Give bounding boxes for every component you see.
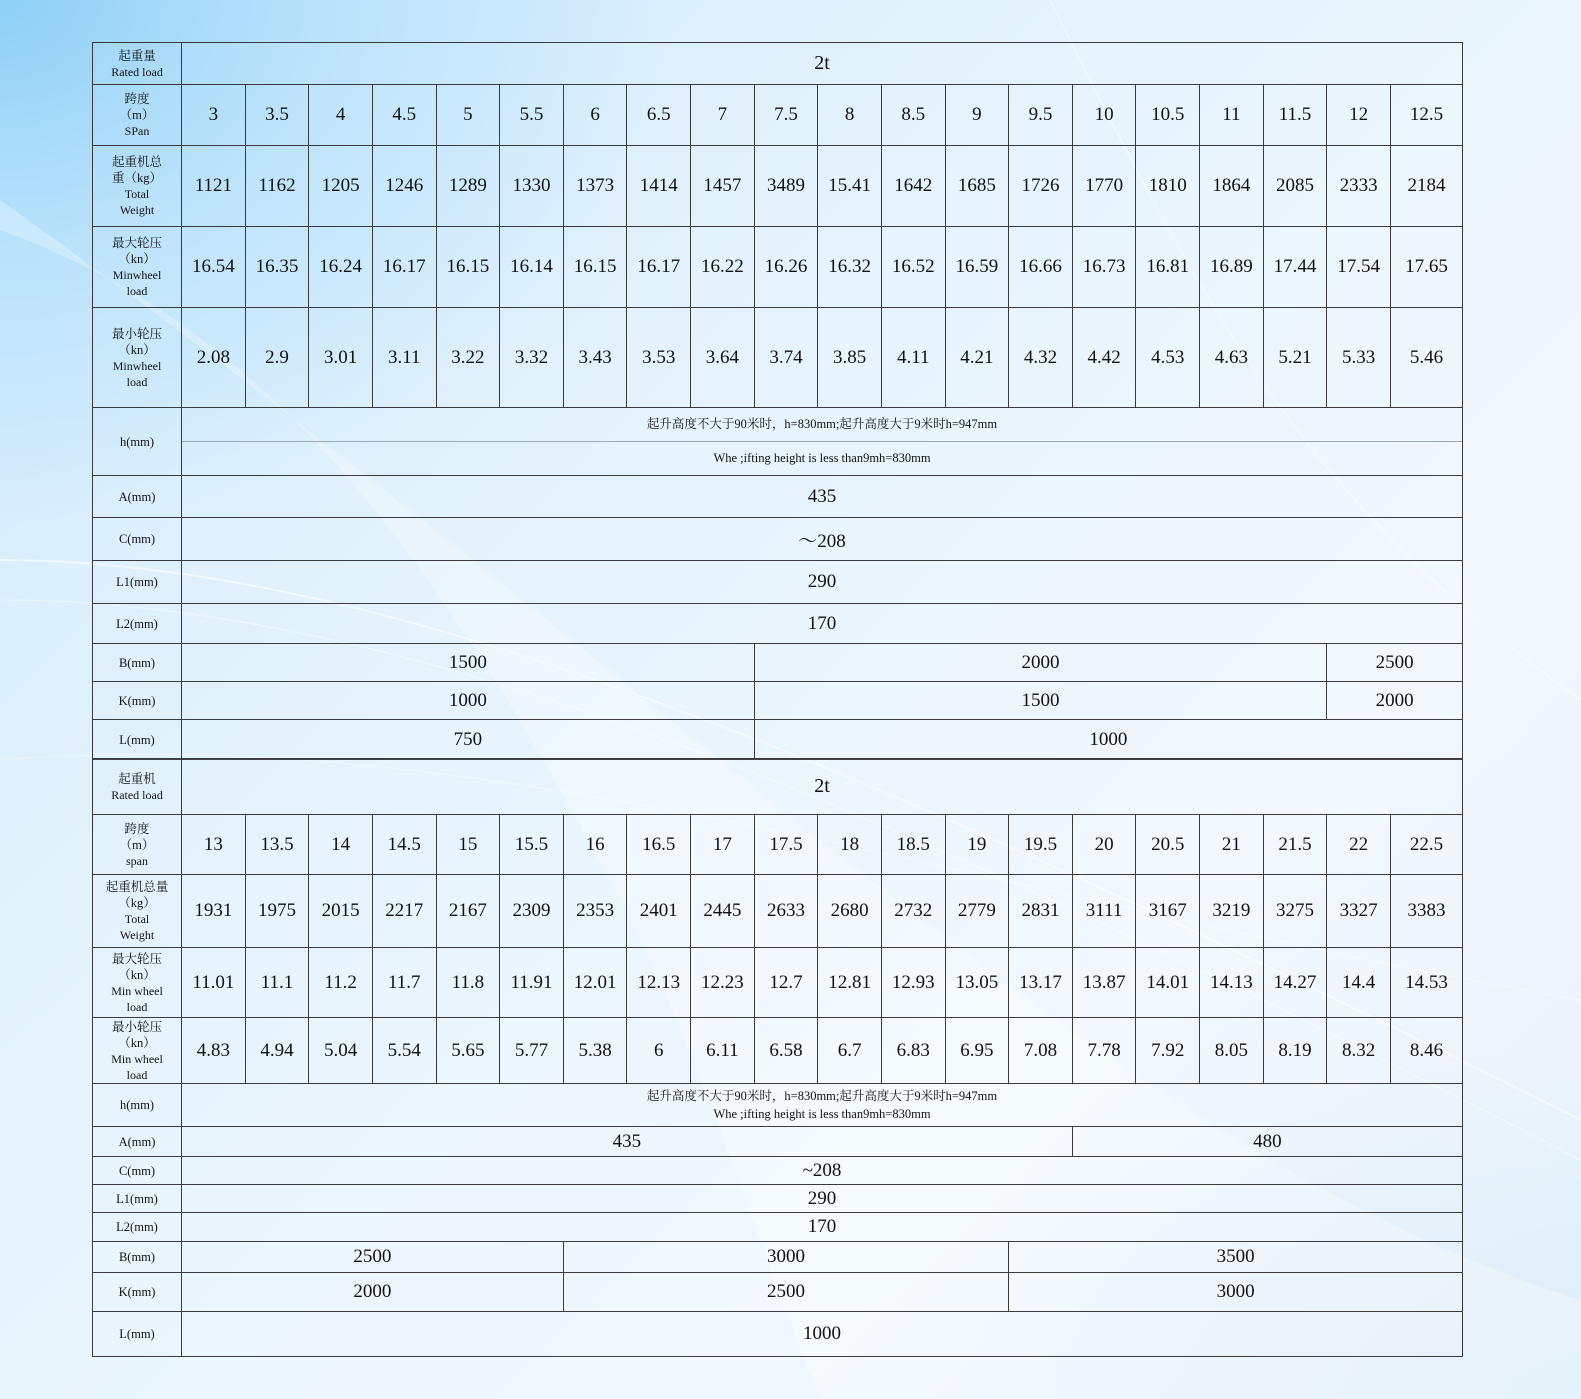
- total-weight-cell: 1373: [563, 146, 627, 227]
- max-wheel-cell: 16.14: [500, 227, 564, 308]
- total-weight-cell: 2085: [1263, 146, 1327, 227]
- min-wheel-cell: 7.78: [1072, 1018, 1136, 1084]
- min-wheel-cell: 4.42: [1072, 308, 1136, 408]
- span-cell: 4: [309, 85, 373, 146]
- total-weight-cell: 2732: [881, 875, 945, 948]
- min-wheel-label: 最小轮压 （kn） Min wheel load: [93, 1018, 182, 1084]
- total-weight-cell: 2309: [500, 875, 564, 948]
- max-wheel-cell: 14.53: [1390, 948, 1462, 1018]
- total-weight-cell: 2831: [1009, 875, 1073, 948]
- span-cell: 15: [436, 815, 500, 875]
- spec-table-2t-short-span: [92, 42, 1463, 760]
- l-row: [93, 1312, 1463, 1357]
- max-wheel-label: 最大轮压 （kn） Min wheel load: [93, 948, 182, 1018]
- max-wheel-cell: 12.13: [627, 948, 691, 1018]
- span-cell: 21.5: [1263, 815, 1327, 875]
- min-wheel-cell: 8.05: [1200, 1018, 1264, 1084]
- max-wheel-cell: 12.01: [563, 948, 627, 1018]
- b-value-2: 2000: [754, 644, 1327, 682]
- max-wheel-cell: 16.35: [245, 227, 309, 308]
- total-weight-cell: 1414: [627, 146, 691, 227]
- max-wheel-cell: 11.2: [309, 948, 373, 1018]
- max-wheel-cell: 11.91: [500, 948, 564, 1018]
- span-cell: 19.5: [1009, 815, 1073, 875]
- total-weight-label: 起重机总 重（kg） Total Weight: [93, 146, 182, 227]
- span-cell: 22.5: [1390, 815, 1462, 875]
- max-wheel-cell: 16.73: [1072, 227, 1136, 308]
- min-wheel-cell: 4.32: [1009, 308, 1073, 408]
- total-weight-cell: 1457: [691, 146, 755, 227]
- min-wheel-cell: 4.94: [245, 1018, 309, 1084]
- span-cell: 18.5: [881, 815, 945, 875]
- total-weight-cell: 2633: [754, 875, 818, 948]
- l1-value: 290: [182, 561, 1463, 604]
- total-weight-cell: 2445: [691, 875, 755, 948]
- span-cell: 7.5: [754, 85, 818, 146]
- max-wheel-row: [93, 227, 1463, 308]
- max-wheel-cell: 12.93: [881, 948, 945, 1018]
- total-weight-cell: 2680: [818, 875, 882, 948]
- min-wheel-cell: 4.21: [945, 308, 1009, 408]
- span-cell: 10.5: [1136, 85, 1200, 146]
- b-label: B(mm): [93, 644, 182, 682]
- total-weight-cell: 1975: [245, 875, 309, 948]
- min-wheel-cell: 5.38: [563, 1018, 627, 1084]
- max-wheel-cell: 16.89: [1200, 227, 1264, 308]
- span-cell: 20: [1072, 815, 1136, 875]
- span-cell: 12: [1327, 85, 1391, 146]
- total-weight-cell: 1330: [500, 146, 564, 227]
- l1-row: [93, 561, 1463, 604]
- total-weight-cell: 3383: [1390, 875, 1462, 948]
- min-wheel-cell: 6.58: [754, 1018, 818, 1084]
- min-wheel-cell: 3.74: [754, 308, 818, 408]
- span-cell: 8: [818, 85, 882, 146]
- l-value-1: 750: [182, 720, 755, 760]
- span-cell: 3: [182, 85, 246, 146]
- span-row: [93, 85, 1463, 146]
- total-weight-cell: 2401: [627, 875, 691, 948]
- span-cell: 9: [945, 85, 1009, 146]
- b-label: B(mm): [93, 1242, 182, 1273]
- h-note-cn: 起升高度不大于90米时，h=830mm;起升高度大于9米时h=947mm: [646, 1089, 998, 1103]
- k-value-1: 2000: [182, 1273, 564, 1312]
- h-note: [182, 1084, 1463, 1127]
- k-label: K(mm): [93, 682, 182, 720]
- span-cell: 16.5: [627, 815, 691, 875]
- span-cell: 6: [563, 85, 627, 146]
- span-label: 跨度 （m） SPan: [93, 85, 182, 146]
- min-wheel-cell: 5.33: [1327, 308, 1391, 408]
- total-weight-cell: 2333: [1327, 146, 1391, 227]
- l1-value: 290: [182, 1185, 1463, 1213]
- max-wheel-cell: 11.01: [182, 948, 246, 1018]
- max-wheel-cell: 16.32: [818, 227, 882, 308]
- c-row: [93, 518, 1463, 561]
- l2-row: [93, 604, 1463, 644]
- max-wheel-cell: 16.52: [881, 227, 945, 308]
- total-weight-cell: 2015: [309, 875, 373, 948]
- c-value: ~208: [182, 1157, 1463, 1185]
- total-weight-cell: 1810: [1136, 146, 1200, 227]
- total-weight-cell: 3275: [1263, 875, 1327, 948]
- total-weight-cell: 2184: [1390, 146, 1462, 227]
- total-weight-cell: 2167: [436, 875, 500, 948]
- min-wheel-cell: 4.11: [881, 308, 945, 408]
- k-value-2: 2500: [563, 1273, 1008, 1312]
- min-wheel-row: [93, 308, 1463, 408]
- c-label: C(mm): [93, 1157, 182, 1185]
- l2-value: 170: [182, 1213, 1463, 1242]
- max-wheel-cell: 12.23: [691, 948, 755, 1018]
- h-row: [93, 408, 1463, 476]
- span-cell: 11: [1200, 85, 1264, 146]
- min-wheel-cell: 6.7: [818, 1018, 882, 1084]
- min-wheel-cell: 5.21: [1263, 308, 1327, 408]
- a-label: A(mm): [93, 476, 182, 518]
- total-weight-cell: 1162: [245, 146, 309, 227]
- rated-load-value: 2t: [182, 759, 1463, 815]
- min-wheel-cell: 3.11: [372, 308, 436, 408]
- total-weight-label: 起重机总量 （kg） Total Weight: [93, 875, 182, 948]
- b-value-1: 1500: [182, 644, 755, 682]
- max-wheel-cell: 11.7: [372, 948, 436, 1018]
- l2-row: [93, 1213, 1463, 1242]
- span-cell: 13.5: [245, 815, 309, 875]
- min-wheel-cell: 6.95: [945, 1018, 1009, 1084]
- a-value: 435: [182, 476, 1463, 518]
- max-wheel-cell: 11.1: [245, 948, 309, 1018]
- max-wheel-label: 最大轮压 （kn） Minwheel load: [93, 227, 182, 308]
- min-wheel-cell: 7.92: [1136, 1018, 1200, 1084]
- l1-label: L1(mm): [93, 561, 182, 604]
- min-wheel-cell: 8.19: [1263, 1018, 1327, 1084]
- total-weight-cell: 1770: [1072, 146, 1136, 227]
- total-weight-cell: 1205: [309, 146, 373, 227]
- rated-load-row: [93, 43, 1463, 85]
- max-wheel-cell: 13.05: [945, 948, 1009, 1018]
- span-cell: 5.5: [500, 85, 564, 146]
- min-wheel-cell: 6.11: [691, 1018, 755, 1084]
- l-value: 1000: [182, 1312, 1463, 1357]
- h-note-cn: 起升高度不大于90米时，h=830mm;起升高度大于9米时h=947mm: [646, 417, 998, 431]
- k-value-1: 1000: [182, 682, 755, 720]
- total-weight-cell: 1685: [945, 146, 1009, 227]
- h-note-en: Whe ;ifting height is less than9mh=830mm: [182, 441, 1462, 475]
- min-wheel-cell: 3.85: [818, 308, 882, 408]
- min-wheel-label: 最小轮压 （kn） Minwheel load: [93, 308, 182, 408]
- l1-row: [93, 1185, 1463, 1213]
- max-wheel-cell: 16.15: [436, 227, 500, 308]
- min-wheel-cell: 6: [627, 1018, 691, 1084]
- min-wheel-cell: 4.53: [1136, 308, 1200, 408]
- total-weight-cell: 1121: [182, 146, 246, 227]
- total-weight-row: [93, 146, 1463, 227]
- max-wheel-cell: 14.01: [1136, 948, 1200, 1018]
- span-cell: 20.5: [1136, 815, 1200, 875]
- total-weight-cell: 1864: [1200, 146, 1264, 227]
- min-wheel-cell: 6.83: [881, 1018, 945, 1084]
- c-value: ～208: [182, 518, 1463, 561]
- min-wheel-cell: 3.43: [563, 308, 627, 408]
- h-row: [93, 1084, 1463, 1127]
- span-cell: 14.5: [372, 815, 436, 875]
- span-cell: 16: [563, 815, 627, 875]
- total-weight-cell: 1642: [881, 146, 945, 227]
- spec-table-2t-long-span: [92, 758, 1463, 1357]
- min-wheel-cell: 8.46: [1390, 1018, 1462, 1084]
- min-wheel-cell: 5.65: [436, 1018, 500, 1084]
- b-value-3: 2500: [1327, 644, 1463, 682]
- span-cell: 11.5: [1263, 85, 1327, 146]
- span-cell: 18: [818, 815, 882, 875]
- span-cell: 5: [436, 85, 500, 146]
- total-weight-cell: 3327: [1327, 875, 1391, 948]
- span-cell: 19: [945, 815, 1009, 875]
- b-value-2: 3000: [563, 1242, 1008, 1273]
- rated-load-value: 2t: [182, 43, 1463, 85]
- max-wheel-cell: 17.54: [1327, 227, 1391, 308]
- total-weight-cell: 1931: [182, 875, 246, 948]
- span-cell: 9.5: [1009, 85, 1073, 146]
- l-label: L(mm): [93, 1312, 182, 1357]
- total-weight-cell: 1726: [1009, 146, 1073, 227]
- a-row: [93, 1127, 1463, 1157]
- min-wheel-cell: 2.08: [182, 308, 246, 408]
- span-cell: 17: [691, 815, 755, 875]
- l2-label: L2(mm): [93, 604, 182, 644]
- rated-load-row: [93, 759, 1463, 815]
- max-wheel-cell: 17.44: [1263, 227, 1327, 308]
- min-wheel-cell: 5.54: [372, 1018, 436, 1084]
- total-weight-cell: 3111: [1072, 875, 1136, 948]
- max-wheel-cell: 13.87: [1072, 948, 1136, 1018]
- max-wheel-cell: 16.17: [372, 227, 436, 308]
- span-cell: 8.5: [881, 85, 945, 146]
- span-cell: 14: [309, 815, 373, 875]
- max-wheel-cell: 16.59: [945, 227, 1009, 308]
- l2-value: 170: [182, 604, 1463, 644]
- min-wheel-cell: 3.01: [309, 308, 373, 408]
- total-weight-cell: 3167: [1136, 875, 1200, 948]
- b-row: [93, 644, 1463, 682]
- max-wheel-cell: 16.26: [754, 227, 818, 308]
- total-weight-cell: 2353: [563, 875, 627, 948]
- min-wheel-cell: 5.46: [1390, 308, 1462, 408]
- min-wheel-cell: 3.64: [691, 308, 755, 408]
- span-label: 跨度 （m） span: [93, 815, 182, 875]
- span-cell: 12.5: [1390, 85, 1462, 146]
- max-wheel-cell: 16.81: [1136, 227, 1200, 308]
- max-wheel-cell: 16.15: [563, 227, 627, 308]
- a-value-1: 435: [182, 1127, 1073, 1157]
- max-wheel-cell: 16.17: [627, 227, 691, 308]
- total-weight-row: [93, 875, 1463, 948]
- total-weight-cell: 2779: [945, 875, 1009, 948]
- span-cell: 3.5: [245, 85, 309, 146]
- h-note: [182, 408, 1463, 476]
- c-label: C(mm): [93, 518, 182, 561]
- min-wheel-row: [93, 1018, 1463, 1084]
- span-cell: 4.5: [372, 85, 436, 146]
- min-wheel-cell: 4.83: [182, 1018, 246, 1084]
- total-weight-cell: 15.41: [818, 146, 882, 227]
- c-row: [93, 1157, 1463, 1185]
- max-wheel-cell: 11.8: [436, 948, 500, 1018]
- max-wheel-cell: 16.22: [691, 227, 755, 308]
- k-value-3: 3000: [1009, 1273, 1463, 1312]
- b-row: [93, 1242, 1463, 1273]
- max-wheel-cell: 12.81: [818, 948, 882, 1018]
- max-wheel-cell: 14.4: [1327, 948, 1391, 1018]
- span-cell: 22: [1327, 815, 1391, 875]
- b-value-1: 2500: [182, 1242, 564, 1273]
- k-row: [93, 682, 1463, 720]
- total-weight-cell: 3489: [754, 146, 818, 227]
- min-wheel-cell: 3.53: [627, 308, 691, 408]
- min-wheel-cell: 3.32: [500, 308, 564, 408]
- max-wheel-row: [93, 948, 1463, 1018]
- h-label: h(mm): [93, 1084, 182, 1127]
- span-cell: 6.5: [627, 85, 691, 146]
- l1-label: L1(mm): [93, 1185, 182, 1213]
- h-label: h(mm): [93, 408, 182, 476]
- span-cell: 17.5: [754, 815, 818, 875]
- total-weight-cell: 1246: [372, 146, 436, 227]
- max-wheel-cell: 14.13: [1200, 948, 1264, 1018]
- total-weight-cell: 1289: [436, 146, 500, 227]
- k-value-2: 1500: [754, 682, 1327, 720]
- a-label: A(mm): [93, 1127, 182, 1157]
- k-value-3: 2000: [1327, 682, 1463, 720]
- total-weight-cell: 3219: [1200, 875, 1264, 948]
- l-value-2: 1000: [754, 720, 1462, 760]
- rated-load-label: 起重量 Rated load: [93, 43, 182, 85]
- min-wheel-cell: 4.63: [1200, 308, 1264, 408]
- max-wheel-cell: 16.66: [1009, 227, 1073, 308]
- span-cell: 15.5: [500, 815, 564, 875]
- min-wheel-cell: 2.9: [245, 308, 309, 408]
- min-wheel-cell: 8.32: [1327, 1018, 1391, 1084]
- a-value-2: 480: [1072, 1127, 1462, 1157]
- span-cell: 21: [1200, 815, 1264, 875]
- b-value-3: 3500: [1009, 1242, 1463, 1273]
- h-note-en: Whe ;ifting height is less than9mh=830mm: [713, 1107, 931, 1121]
- span-cell: 13: [182, 815, 246, 875]
- span-cell: 10: [1072, 85, 1136, 146]
- min-wheel-cell: 3.22: [436, 308, 500, 408]
- max-wheel-cell: 12.7: [754, 948, 818, 1018]
- max-wheel-cell: 14.27: [1263, 948, 1327, 1018]
- min-wheel-cell: 7.08: [1009, 1018, 1073, 1084]
- span-row: [93, 815, 1463, 875]
- k-label: K(mm): [93, 1273, 182, 1312]
- span-cell: 7: [691, 85, 755, 146]
- a-row: [93, 476, 1463, 518]
- min-wheel-cell: 5.04: [309, 1018, 373, 1084]
- max-wheel-cell: 16.54: [182, 227, 246, 308]
- max-wheel-cell: 13.17: [1009, 948, 1073, 1018]
- max-wheel-cell: 16.24: [309, 227, 373, 308]
- k-row: [93, 1273, 1463, 1312]
- l2-label: L2(mm): [93, 1213, 182, 1242]
- l-row: [93, 720, 1463, 760]
- min-wheel-cell: 5.77: [500, 1018, 564, 1084]
- rated-load-label: 起重机 Rated load: [93, 759, 182, 815]
- max-wheel-cell: 17.65: [1390, 227, 1462, 308]
- l-label: L(mm): [93, 720, 182, 760]
- total-weight-cell: 2217: [372, 875, 436, 948]
